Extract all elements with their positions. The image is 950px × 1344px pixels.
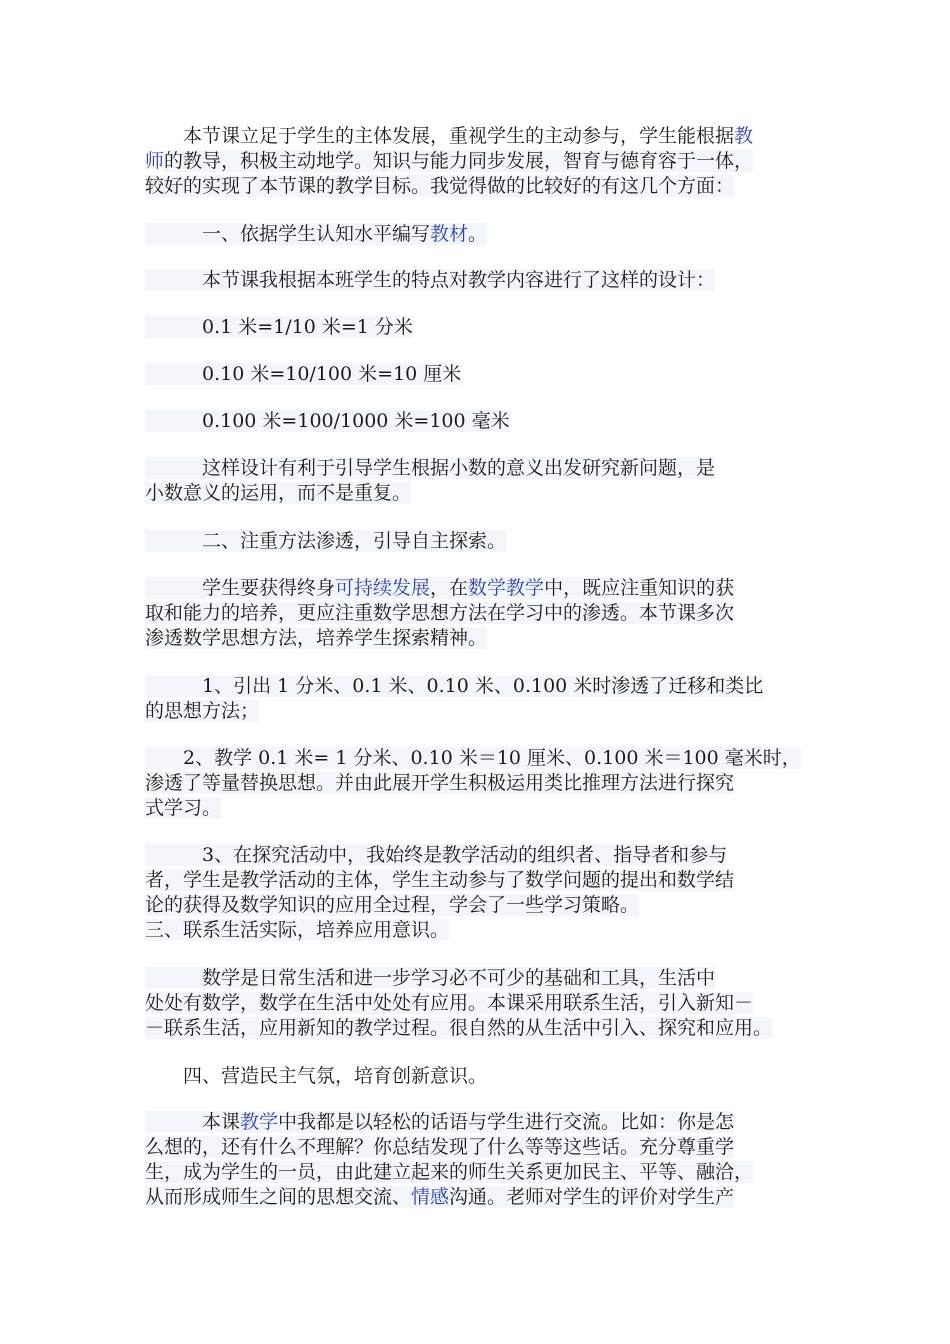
heading-two: 二、注重方法渗透，引导自主探索。 (145, 530, 507, 552)
heading-three: 三、联系生活实际，培养应用意识。 (145, 919, 450, 941)
link-teaching[interactable]: 教学 (240, 1111, 279, 1133)
link-emotion[interactable]: 情感 (411, 1186, 450, 1208)
life-paragraph: 数学是日常生活和进一步学习必不可少的基础和工具，生活中 处处有数学，数学在生活中处处有应用。本课采用联系生活，引入新知－ －联系生活，应用新知的教学过程。很自然的从生活中引入、探究和应用。 (145, 967, 773, 1039)
design-benefit-paragraph: 这样设计有利于引导学生根据小数的意义出发研究新问题，是 小数意义的运用，而不是重复。 (145, 457, 716, 504)
design-intro: 本节课我根据本班学生的特点对教学内容进行了这样的设计： (145, 269, 716, 291)
link-sustainable-development[interactable]: 可持续发展 (335, 577, 431, 599)
link-textbook[interactable]: 教材 (430, 223, 469, 245)
point-two: 2、教学 0.1 米= 1 分米、0.10 米＝10 厘米、0.100 米＝100 毫米时， 渗透了等量替换思想。并由此展开学生积极运用类比推理方法进行探究 式学习。 (145, 747, 801, 819)
formula-3: 0.100 米=100/1000 米=100 毫米 (145, 410, 510, 432)
point-one: 1、引出 1 分米、0.1 米、0.10 米、0.100 米时渗透了迁移和类比 的思想方法； (145, 675, 764, 722)
link-teacher-cont[interactable]: 师 (145, 150, 165, 172)
democracy-paragraph: 本课教学中我都是以轻松的话语与学生进行交流。比如：你是怎 么想的，还有什么不理解？你总结发现了什么等等这些话。充分尊重学 生，成为学生的一员，由此建立起来的师生关系更加民主、平等、融洽， 从而形成师生之间的思想交流、情感沟通。老师对学生的评价对学生产 (145, 1111, 754, 1208)
formula-1: 0.1 米=1/10 米=1 分米 (145, 316, 413, 338)
formula-2: 0.10 米=10/100 米=10 厘米 (145, 363, 462, 385)
method-paragraph: 学生要获得终身可持续发展，在数学教学中，既应注重知识的获 取和能力的培养，更应注重数学思想方法在学习中的渗透。本节课多次 渗透数学思想方法，培养学生探索精神。 (145, 577, 735, 649)
point-three: 3、在探究活动中，我始终是教学活动的组织者、指导者和参与 者，学生是教学活动的主体，学生主动参与了数学问题的提出和数学结 论的获得及数学知识的应用全过程，学会了一些学习策略。 三、联系生活实际，培养应用意识。 (145, 843, 810, 943)
link-teacher[interactable]: 教 (734, 125, 754, 147)
link-math-teaching[interactable]: 数学教学 (468, 577, 545, 599)
heading-one: 一、依据学生认知水平编写教材。 (145, 223, 488, 245)
intro-paragraph: 本节课立足于学生的主体发展，重视学生的主动参与，学生能根据教 师的教导，积极主动地学。知识与能力同步发展，智育与德育容于一体， 较好的实现了本节课的教学目标。我觉得做的比较好的有这几个方面： (145, 125, 754, 197)
heading-four: 四、营造民主气氛，培育创新意识。 (145, 1065, 488, 1087)
